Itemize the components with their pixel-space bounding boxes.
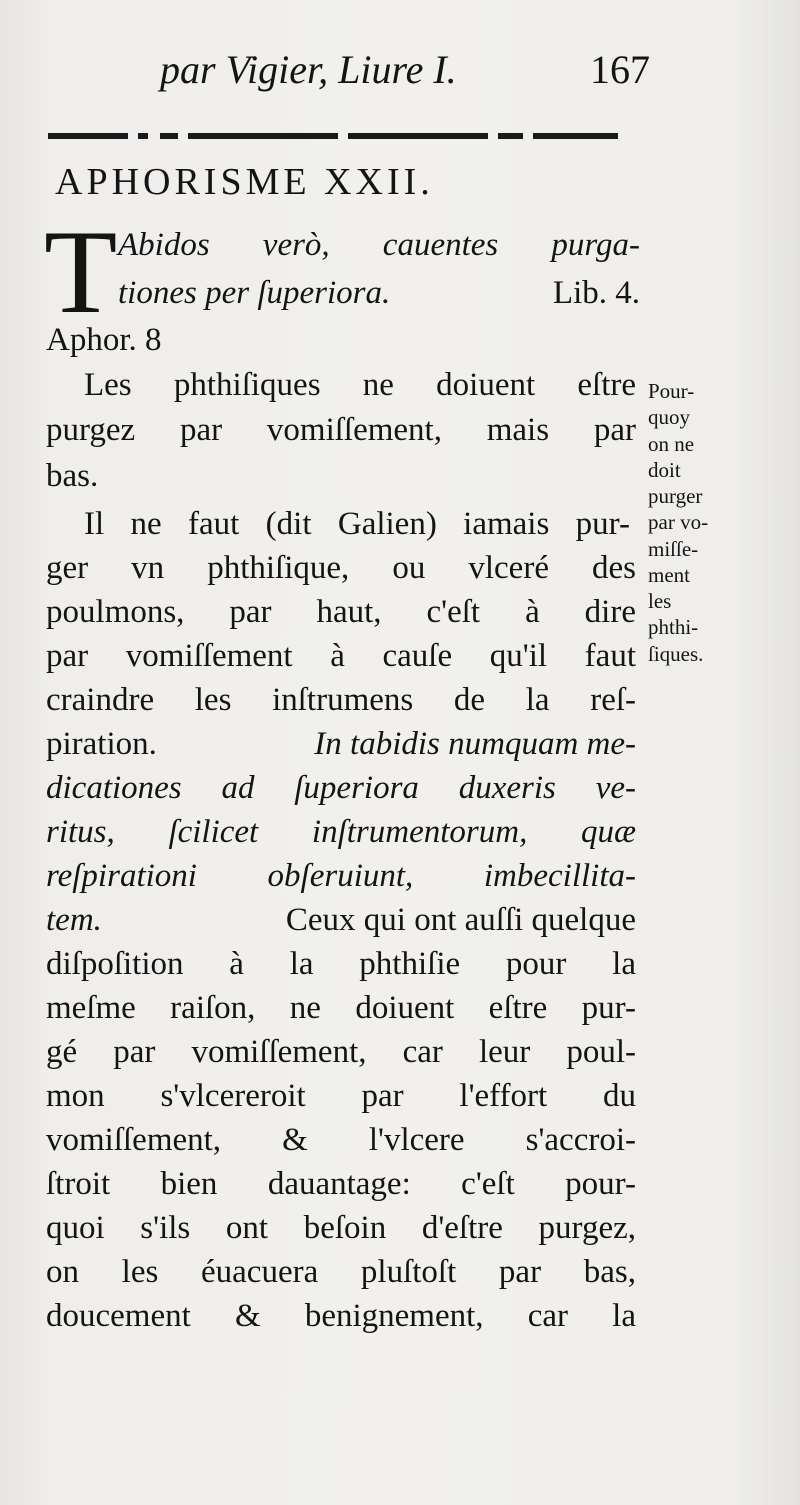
latin-line: [118, 275, 640, 312]
commentary-line: poulmons, par haut, c'eſt à dire: [46, 594, 636, 630]
margin-note-line: phthi-: [648, 615, 699, 640]
rule-segment: [138, 133, 148, 139]
french-line: purgez par vomiſſement, mais par: [46, 412, 636, 448]
page-number: 167: [590, 47, 650, 92]
aphorism-heading: APHORISME XXII.: [55, 161, 434, 203]
running-head-title: par Vigier, Liure I.: [160, 47, 457, 92]
rule-segment: [48, 133, 128, 139]
commentary-line: craindre les inſtrumens de la reſ-: [46, 682, 636, 718]
commentary-line: doucement & benignement, car la: [46, 1298, 636, 1334]
latin-line: Abidos verò, cauentes purga-: [118, 227, 640, 263]
margin-note-line: miſſe-: [648, 536, 699, 561]
header-rule: [48, 133, 618, 143]
running-head: [160, 40, 650, 100]
commentary-line: mon s'vlcereroit par l'effort du: [46, 1078, 636, 1114]
latin-quote-line: dicationes ad ſuperiora duxeris ve-: [46, 770, 636, 806]
reference: Lib. 4.: [552, 275, 640, 311]
french-line: bas.: [46, 458, 99, 494]
margin-note-line: les: [648, 589, 672, 613]
commentary-line: [46, 726, 636, 763]
margin-note-line: quoy: [648, 405, 690, 430]
margin-note-line: purger: [648, 484, 703, 508]
commentary-line: [46, 902, 636, 939]
latin-text: tiones per ſuperiora.: [118, 275, 391, 311]
commentary-line: meſme raiſon, ne doiuent eſtre pur-: [46, 990, 636, 1026]
commentary-line: par vomiſſement à cauſe qu'il faut: [46, 638, 636, 674]
rule-segment: [533, 133, 618, 139]
margin-note-line: on ne: [648, 431, 695, 456]
commentary-line: on les éuacuera pluſtoſt par bas,: [46, 1254, 636, 1290]
latin-quote: In tabidis numquam me-: [314, 726, 636, 762]
commentary-text: Ceux qui ont auſſi quelque: [285, 902, 636, 938]
commentary-line: gé par vomiſſement, car leur poul-: [46, 1034, 636, 1070]
french-line: Les phthiſiques ne doiuent eſtre: [84, 367, 636, 403]
rule-segment: [498, 133, 523, 139]
latin-quote-line: ritus, ſcilicet inſtrumentorum, quæ: [46, 814, 636, 850]
latin-quote: tem.: [46, 902, 102, 938]
reference-line: Aphor. 8: [46, 322, 162, 358]
margin-note-line: par vo-: [648, 510, 709, 535]
commentary-line: quoi s'ils ont beſoin d'eſtre purgez,: [46, 1210, 636, 1246]
margin-note-line: ſiques.: [648, 641, 704, 666]
commentary-line: vomiſſement, & l'vlcere s'accroi-: [46, 1122, 636, 1158]
rule-segment: [188, 133, 338, 139]
latin-quote-line: reſpirationi obſeruiunt, imbecillita-: [46, 858, 636, 894]
margin-note-line: Pour-: [648, 379, 695, 403]
commentary-line: Il ne faut (dit Galien) iamais pur-: [84, 506, 630, 542]
drop-capital: T: [44, 205, 118, 338]
margin-note-line: ment: [648, 562, 690, 587]
rule-segment: [348, 133, 488, 139]
margin-note-line: doit: [648, 457, 681, 482]
commentary-line: ſtroit bien dauantage: c'eſt pour-: [46, 1166, 636, 1202]
margin-note: [648, 378, 744, 667]
commentary-line: ger vn phthiſique, ou vlceré des: [46, 550, 636, 586]
commentary-line: diſpoſition à la phthiſie pour la: [46, 946, 636, 982]
commentary-text: piration.: [46, 726, 157, 762]
rule-segment: [160, 133, 178, 139]
